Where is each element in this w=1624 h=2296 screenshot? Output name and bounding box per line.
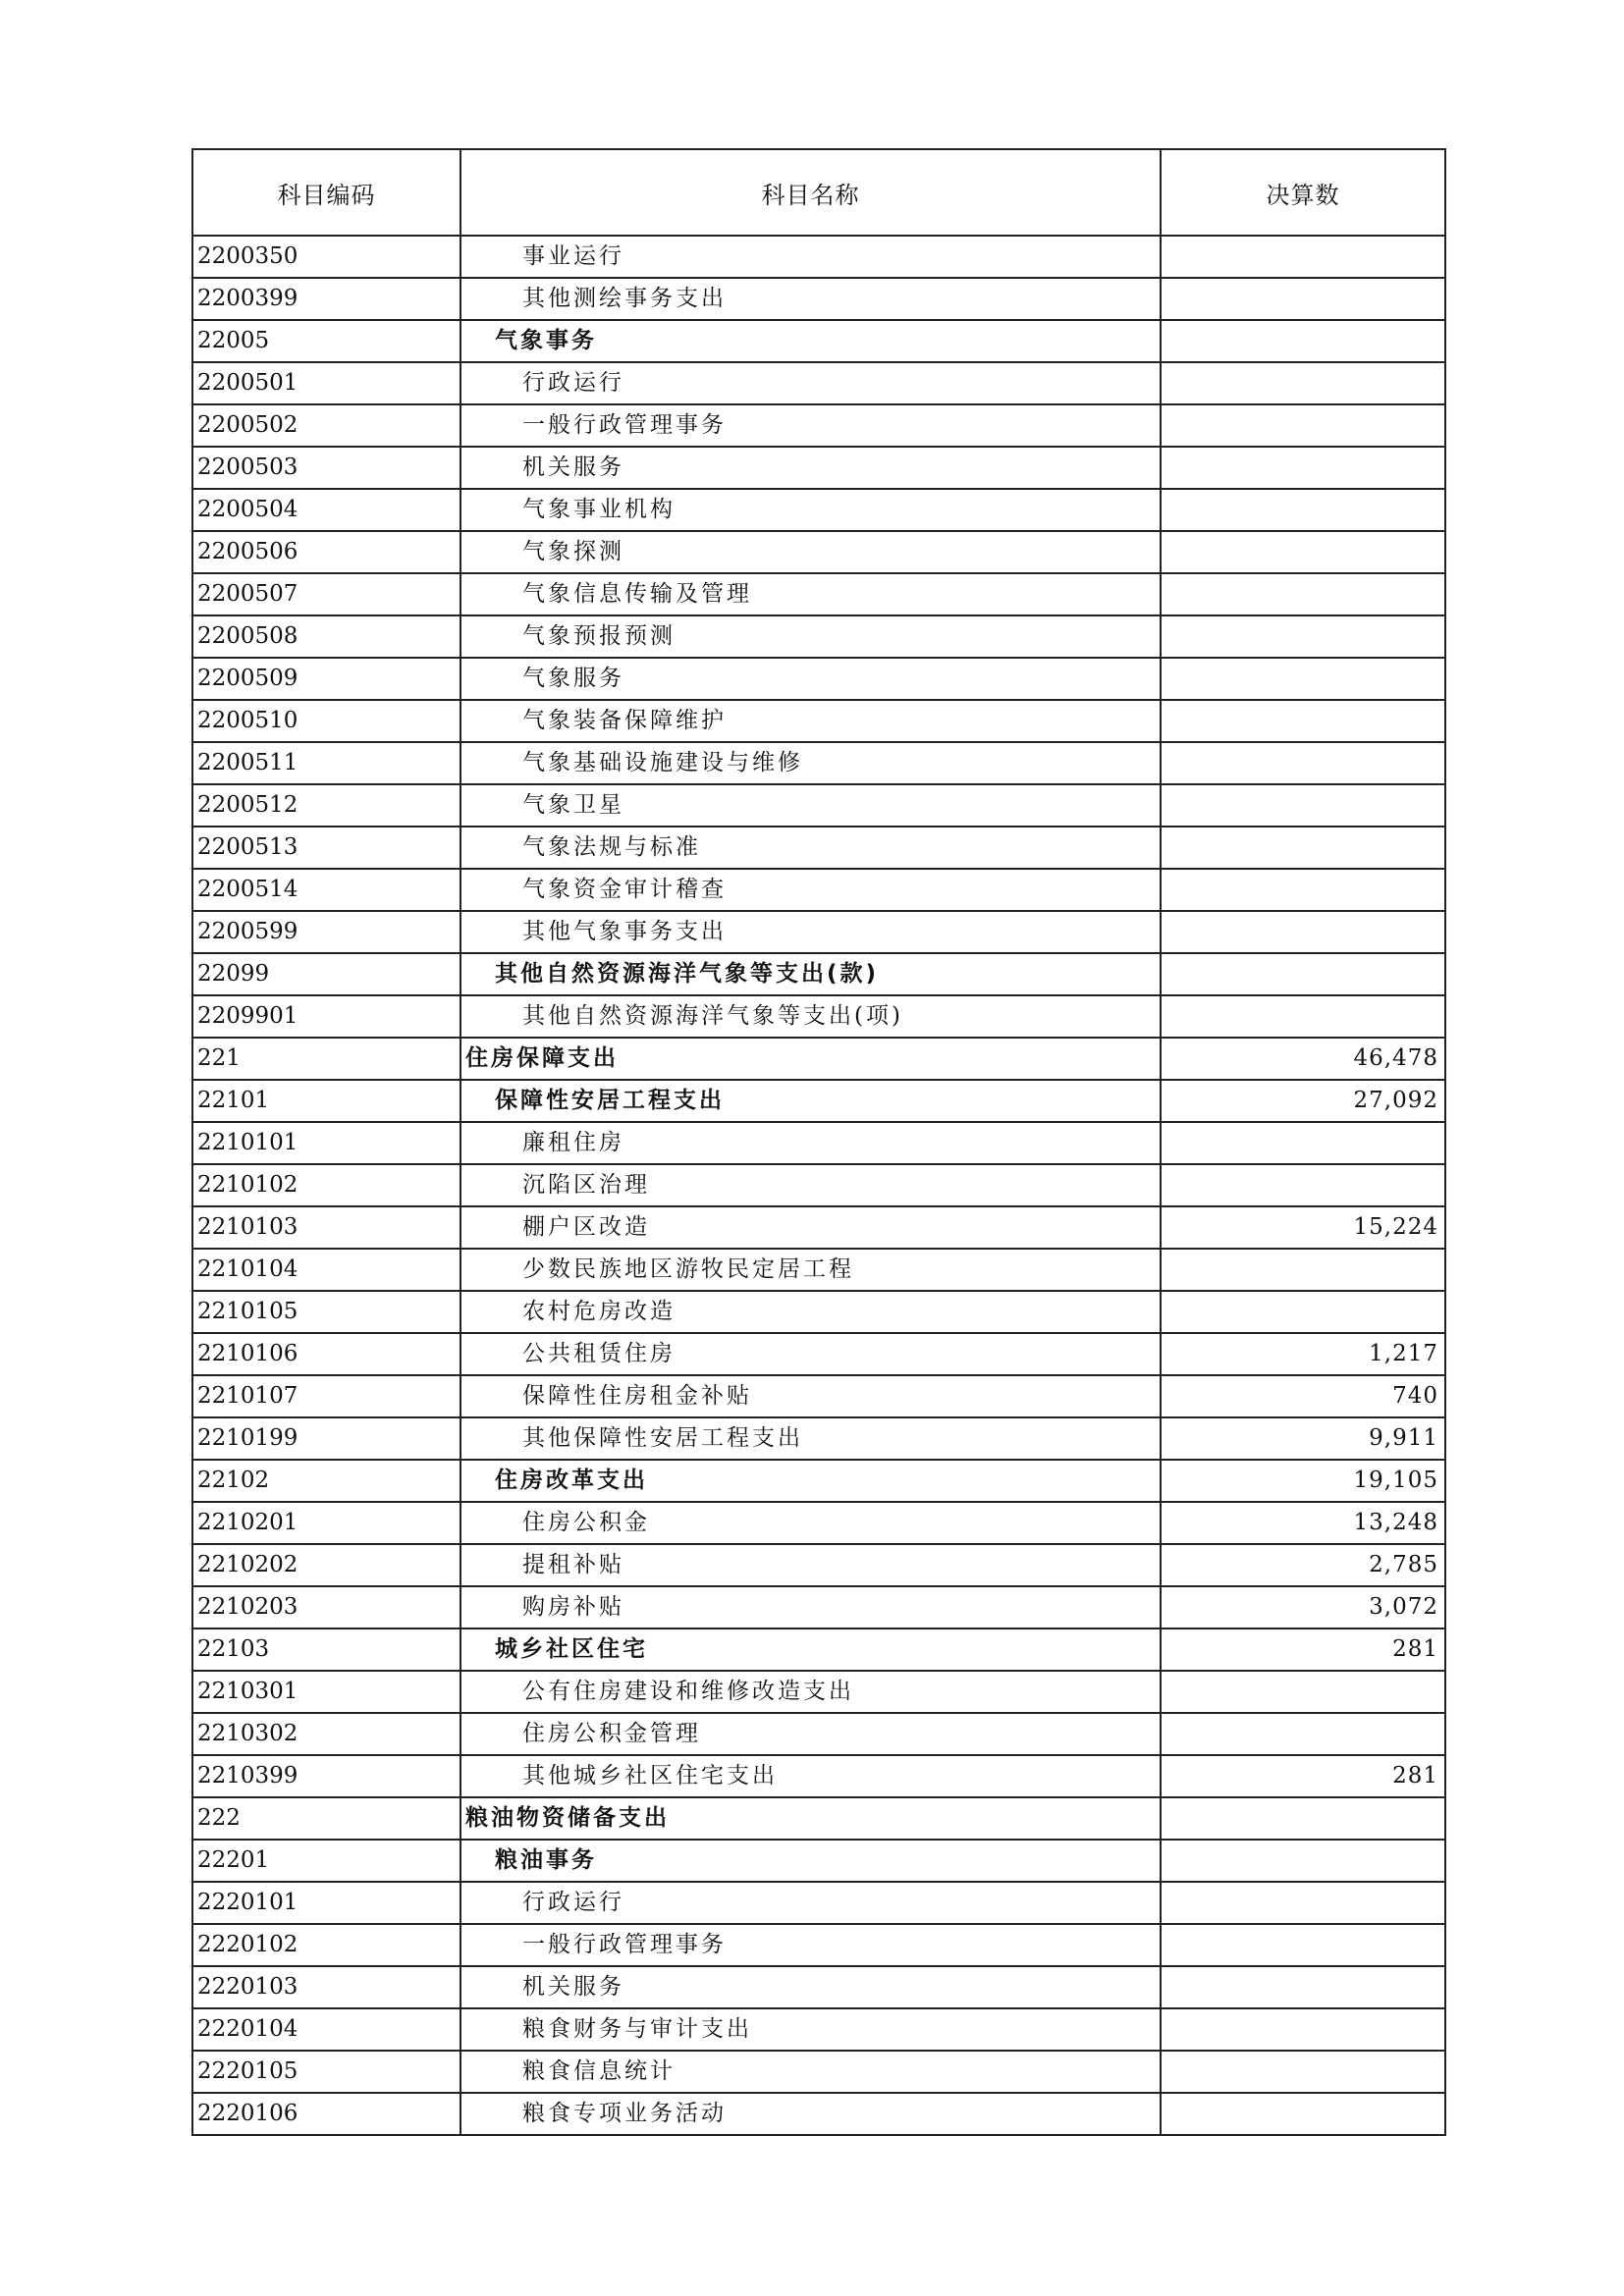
table-row bbox=[192, 827, 1445, 869]
table-row bbox=[192, 1924, 1445, 1966]
row-name: 气象服务 bbox=[460, 658, 1161, 700]
row-code: 2200511 bbox=[192, 742, 460, 784]
row-code: 2200507 bbox=[192, 573, 460, 615]
row-code: 2210107 bbox=[192, 1375, 460, 1417]
row-code: 2210203 bbox=[192, 1586, 460, 1629]
row-code: 22103 bbox=[192, 1629, 460, 1671]
row-name: 气象事业机构 bbox=[460, 489, 1161, 531]
row-code: 2200514 bbox=[192, 869, 460, 911]
row-code: 2210301 bbox=[192, 1671, 460, 1713]
row-name: 保障性住房租金补贴 bbox=[460, 1375, 1161, 1417]
row-amount: 1,217 bbox=[1161, 1333, 1445, 1375]
row-amount bbox=[1161, 278, 1445, 320]
row-amount: 13,248 bbox=[1161, 1502, 1445, 1544]
row-name: 气象卫星 bbox=[460, 784, 1161, 827]
row-amount bbox=[1161, 995, 1445, 1038]
row-name: 气象信息传输及管理 bbox=[460, 573, 1161, 615]
row-name: 其他自然资源海洋气象等支出(项) bbox=[460, 995, 1161, 1038]
table-row bbox=[192, 573, 1445, 615]
row-name: 沉陷区治理 bbox=[460, 1164, 1161, 1206]
table-row bbox=[192, 2093, 1445, 2135]
row-name: 粮油物资储备支出 bbox=[460, 1797, 1161, 1840]
row-code: 2220105 bbox=[192, 2051, 460, 2093]
row-code: 2210103 bbox=[192, 1206, 460, 1249]
row-name: 事业运行 bbox=[460, 236, 1161, 278]
table-row bbox=[192, 1291, 1445, 1333]
row-name: 一般行政管理事务 bbox=[460, 1924, 1161, 1966]
row-code: 22099 bbox=[192, 953, 460, 995]
row-name: 气象装备保障维护 bbox=[460, 700, 1161, 742]
table-row bbox=[192, 404, 1445, 447]
row-name: 其他自然资源海洋气象等支出(款) bbox=[460, 953, 1161, 995]
row-amount bbox=[1161, 1249, 1445, 1291]
table-row bbox=[192, 1713, 1445, 1755]
row-amount bbox=[1161, 2051, 1445, 2093]
table-row bbox=[192, 531, 1445, 573]
row-code: 2210199 bbox=[192, 1417, 460, 1460]
table-row bbox=[192, 658, 1445, 700]
row-code: 2209901 bbox=[192, 995, 460, 1038]
row-code: 2200599 bbox=[192, 911, 460, 953]
row-amount: 3,072 bbox=[1161, 1586, 1445, 1629]
table-row bbox=[192, 742, 1445, 784]
table-row bbox=[192, 1797, 1445, 1840]
row-code: 2210102 bbox=[192, 1164, 460, 1206]
row-name: 购房补贴 bbox=[460, 1586, 1161, 1629]
table-row bbox=[192, 869, 1445, 911]
row-name: 棚户区改造 bbox=[460, 1206, 1161, 1249]
row-code: 2210106 bbox=[192, 1333, 460, 1375]
header-name: 科目名称 bbox=[460, 149, 1161, 236]
row-name: 住房公积金管理 bbox=[460, 1713, 1161, 1755]
row-code: 2210105 bbox=[192, 1291, 460, 1333]
row-amount bbox=[1161, 1671, 1445, 1713]
row-amount bbox=[1161, 1966, 1445, 2008]
table-row bbox=[192, 1206, 1445, 1249]
row-amount bbox=[1161, 2008, 1445, 2051]
table-row bbox=[192, 1629, 1445, 1671]
row-code: 2210201 bbox=[192, 1502, 460, 1544]
table-row bbox=[192, 1333, 1445, 1375]
row-name: 气象预报预测 bbox=[460, 615, 1161, 658]
table-row bbox=[192, 1671, 1445, 1713]
row-amount: 27,092 bbox=[1161, 1080, 1445, 1122]
row-code: 2200512 bbox=[192, 784, 460, 827]
row-name: 行政运行 bbox=[460, 362, 1161, 404]
row-code: 2200513 bbox=[192, 827, 460, 869]
row-amount bbox=[1161, 1882, 1445, 1924]
row-code: 222 bbox=[192, 1797, 460, 1840]
row-amount bbox=[1161, 1122, 1445, 1164]
row-code: 2200504 bbox=[192, 489, 460, 531]
row-code: 2200508 bbox=[192, 615, 460, 658]
row-amount: 15,224 bbox=[1161, 1206, 1445, 1249]
header-code: 科目编码 bbox=[192, 149, 460, 236]
table-row bbox=[192, 1502, 1445, 1544]
row-name: 气象基础设施建设与维修 bbox=[460, 742, 1161, 784]
row-code: 2220101 bbox=[192, 1882, 460, 1924]
table-row bbox=[192, 1122, 1445, 1164]
row-name: 廉租住房 bbox=[460, 1122, 1161, 1164]
table-row bbox=[192, 489, 1445, 531]
row-amount bbox=[1161, 236, 1445, 278]
row-code: 2200399 bbox=[192, 278, 460, 320]
row-name: 机关服务 bbox=[460, 1966, 1161, 2008]
row-name: 其他保障性安居工程支出 bbox=[460, 1417, 1161, 1460]
row-code: 2220104 bbox=[192, 2008, 460, 2051]
row-amount bbox=[1161, 911, 1445, 953]
row-name: 气象探测 bbox=[460, 531, 1161, 573]
table-row bbox=[192, 1417, 1445, 1460]
table-row bbox=[192, 1755, 1445, 1797]
row-amount bbox=[1161, 1291, 1445, 1333]
table-row bbox=[192, 995, 1445, 1038]
row-code: 2220103 bbox=[192, 1966, 460, 2008]
header-amount: 决算数 bbox=[1161, 149, 1445, 236]
row-code: 2210302 bbox=[192, 1713, 460, 1755]
table-row bbox=[192, 615, 1445, 658]
row-amount bbox=[1161, 658, 1445, 700]
row-code: 2200503 bbox=[192, 447, 460, 489]
row-code: 2220106 bbox=[192, 2093, 460, 2135]
row-name: 其他气象事务支出 bbox=[460, 911, 1161, 953]
table-row bbox=[192, 1164, 1445, 1206]
row-name: 保障性安居工程支出 bbox=[460, 1080, 1161, 1122]
row-code: 2200502 bbox=[192, 404, 460, 447]
row-amount bbox=[1161, 573, 1445, 615]
table-row bbox=[192, 2008, 1445, 2051]
row-amount bbox=[1161, 827, 1445, 869]
row-amount bbox=[1161, 2093, 1445, 2135]
row-amount bbox=[1161, 1924, 1445, 1966]
row-code: 2210399 bbox=[192, 1755, 460, 1797]
row-code: 2210202 bbox=[192, 1544, 460, 1586]
row-amount bbox=[1161, 1713, 1445, 1755]
row-code: 2210101 bbox=[192, 1122, 460, 1164]
row-name: 粮食财务与审计支出 bbox=[460, 2008, 1161, 2051]
row-code: 22201 bbox=[192, 1840, 460, 1882]
table-row bbox=[192, 1544, 1445, 1586]
table-row bbox=[192, 278, 1445, 320]
row-amount bbox=[1161, 1164, 1445, 1206]
table-row bbox=[192, 1586, 1445, 1629]
row-amount: 19,105 bbox=[1161, 1460, 1445, 1502]
row-amount: 2,785 bbox=[1161, 1544, 1445, 1586]
row-code: 2200509 bbox=[192, 658, 460, 700]
table-row bbox=[192, 1080, 1445, 1122]
row-amount: 281 bbox=[1161, 1629, 1445, 1671]
row-name: 住房公积金 bbox=[460, 1502, 1161, 1544]
row-name: 气象事务 bbox=[460, 320, 1161, 362]
row-name: 住房保障支出 bbox=[460, 1038, 1161, 1080]
table-row bbox=[192, 1966, 1445, 2008]
table-body bbox=[192, 236, 1445, 2135]
table-row bbox=[192, 911, 1445, 953]
row-name: 粮食专项业务活动 bbox=[460, 2093, 1161, 2135]
row-code: 2200501 bbox=[192, 362, 460, 404]
row-amount: 46,478 bbox=[1161, 1038, 1445, 1080]
row-amount bbox=[1161, 1840, 1445, 1882]
row-amount bbox=[1161, 320, 1445, 362]
row-amount: 740 bbox=[1161, 1375, 1445, 1417]
row-amount bbox=[1161, 531, 1445, 573]
row-name: 其他城乡社区住宅支出 bbox=[460, 1755, 1161, 1797]
table-row bbox=[192, 362, 1445, 404]
table-row bbox=[192, 700, 1445, 742]
row-code: 22102 bbox=[192, 1460, 460, 1502]
table-row bbox=[192, 320, 1445, 362]
row-name: 少数民族地区游牧民定居工程 bbox=[460, 1249, 1161, 1291]
table-row bbox=[192, 2051, 1445, 2093]
row-code: 22005 bbox=[192, 320, 460, 362]
row-name: 住房改革支出 bbox=[460, 1460, 1161, 1502]
row-amount bbox=[1161, 742, 1445, 784]
row-amount bbox=[1161, 362, 1445, 404]
row-name: 气象资金审计稽查 bbox=[460, 869, 1161, 911]
row-code: 2200350 bbox=[192, 236, 460, 278]
row-code: 221 bbox=[192, 1038, 460, 1080]
table-header-row bbox=[192, 149, 1445, 236]
row-code: 2200506 bbox=[192, 531, 460, 573]
row-amount bbox=[1161, 447, 1445, 489]
row-name: 气象法规与标准 bbox=[460, 827, 1161, 869]
row-amount bbox=[1161, 700, 1445, 742]
row-name: 一般行政管理事务 bbox=[460, 404, 1161, 447]
row-name: 农村危房改造 bbox=[460, 1291, 1161, 1333]
table-row bbox=[192, 1038, 1445, 1080]
row-amount: 281 bbox=[1161, 1755, 1445, 1797]
table-row bbox=[192, 1840, 1445, 1882]
table-row bbox=[192, 1375, 1445, 1417]
row-name: 机关服务 bbox=[460, 447, 1161, 489]
row-amount bbox=[1161, 869, 1445, 911]
row-amount bbox=[1161, 615, 1445, 658]
row-name: 公共租赁住房 bbox=[460, 1333, 1161, 1375]
row-amount bbox=[1161, 784, 1445, 827]
row-name: 公有住房建设和维修改造支出 bbox=[460, 1671, 1161, 1713]
row-code: 2210104 bbox=[192, 1249, 460, 1291]
row-amount bbox=[1161, 489, 1445, 531]
table-row bbox=[192, 1460, 1445, 1502]
row-name: 城乡社区住宅 bbox=[460, 1629, 1161, 1671]
row-name: 行政运行 bbox=[460, 1882, 1161, 1924]
row-amount: 9,911 bbox=[1161, 1417, 1445, 1460]
row-code: 2200510 bbox=[192, 700, 460, 742]
row-name: 提租补贴 bbox=[460, 1544, 1161, 1586]
row-amount bbox=[1161, 404, 1445, 447]
table-row bbox=[192, 784, 1445, 827]
table-row bbox=[192, 1249, 1445, 1291]
table-row bbox=[192, 236, 1445, 278]
row-name: 粮食信息统计 bbox=[460, 2051, 1161, 2093]
table-row bbox=[192, 447, 1445, 489]
row-code: 2220102 bbox=[192, 1924, 460, 1966]
row-name: 粮油事务 bbox=[460, 1840, 1161, 1882]
budget-table bbox=[191, 148, 1446, 2136]
row-code: 22101 bbox=[192, 1080, 460, 1122]
table-row bbox=[192, 1882, 1445, 1924]
row-name: 其他测绘事务支出 bbox=[460, 278, 1161, 320]
row-amount bbox=[1161, 953, 1445, 995]
table-row bbox=[192, 953, 1445, 995]
row-amount bbox=[1161, 1797, 1445, 1840]
